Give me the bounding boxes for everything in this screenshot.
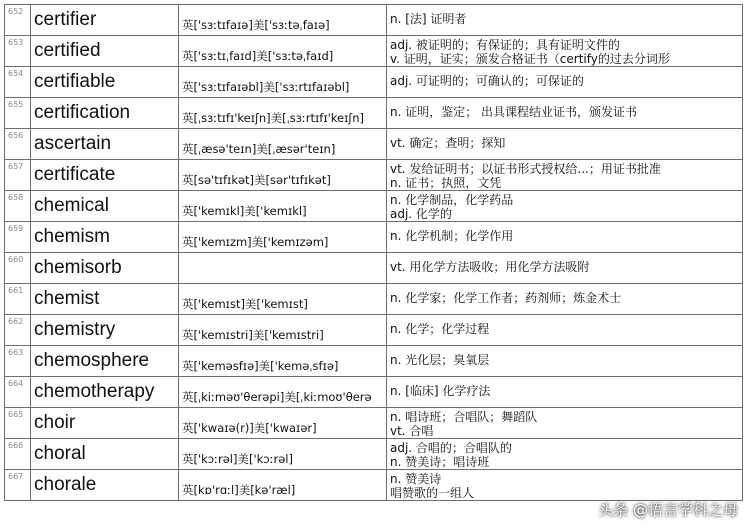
- table-row: [5, 160, 743, 191]
- definition-line: vt. 发给证明书；以证书形式授权给...；用证书批准: [390, 162, 661, 176]
- table-row: [5, 470, 743, 501]
- definition-line: n. 化学机制；化学作用: [390, 229, 514, 243]
- definition-line: vt. 合唱: [390, 423, 434, 438]
- definition: [387, 222, 743, 253]
- pronunciation: [179, 253, 387, 284]
- headword: certifier: [31, 5, 179, 36]
- definition: [387, 315, 743, 346]
- headword: chemotherapy: [31, 377, 179, 408]
- definition: [387, 346, 743, 377]
- pronunciation: 英[ˌæsə'teɪn]美[ˌæsər'teɪn]: [179, 129, 387, 160]
- headword: choral: [31, 439, 179, 470]
- pronunciation: 英['kɔːrəl]美['kɔːrəl]: [179, 439, 387, 470]
- definition: [387, 408, 743, 439]
- pronunciation: 英['sɜːtɪˌfaɪd]美['sɜːtəˌfaɪd]: [179, 36, 387, 67]
- headword: chemism: [31, 222, 179, 253]
- pronunciation: 英['kemɪstri]美['kemɪstri]: [179, 315, 387, 346]
- row-number: 653: [5, 36, 31, 67]
- pronunciation: 英['kemɪst]美['kemɪst]: [179, 284, 387, 315]
- definition: [387, 67, 743, 98]
- headword: certification: [31, 98, 179, 129]
- definition-line: vt. 确定；查明；探知: [390, 136, 506, 150]
- table-row: [5, 408, 743, 439]
- pronunciation: 英['kemɪzm]美['kemɪzəm]: [179, 222, 387, 253]
- table-row: [5, 222, 743, 253]
- table-row: [5, 36, 743, 67]
- row-number: 657: [5, 160, 31, 191]
- headword: choir: [31, 408, 179, 439]
- table-row: [5, 284, 743, 315]
- definition: [387, 5, 743, 36]
- table-row: [5, 253, 743, 284]
- row-number: 658: [5, 191, 31, 222]
- definition-line: adj. 化学的: [390, 206, 452, 221]
- definition-line: n. 化学制品，化学药品: [390, 193, 514, 207]
- definition-line: n. 化学家；化学工作者；药剂师；炼金术士: [390, 291, 622, 305]
- table-row: [5, 315, 743, 346]
- headword: chemist: [31, 284, 179, 315]
- pronunciation: 英['kemɪkl]美['kemɪkl]: [179, 191, 387, 222]
- headword: ascertain: [31, 129, 179, 160]
- table-row: [5, 346, 743, 377]
- definition-line: n. 光化层；臭氧层: [390, 353, 490, 367]
- pronunciation: 英[kɒ'rɑːl]美[kə'ræl]: [179, 470, 387, 501]
- table-row: [5, 439, 743, 470]
- pronunciation: 英[ˌsɜːtɪfɪ'keɪʃn]美[ˌsɜːrtɪfɪ'keɪʃn]: [179, 98, 387, 129]
- row-number: 654: [5, 67, 31, 98]
- definition-line: n. 证书；执照，文凭: [390, 175, 502, 190]
- definition-line: adj. 合唱的；合唱队的: [390, 441, 512, 455]
- row-number: 667: [5, 470, 31, 501]
- row-number: 662: [5, 315, 31, 346]
- table-row: [5, 98, 743, 129]
- definition-line: n. 赞美诗；唱诗班: [390, 454, 490, 469]
- table-row: [5, 191, 743, 222]
- definition-line: n. [法] 证明者: [390, 12, 467, 26]
- row-number: 665: [5, 408, 31, 439]
- headword: certificate: [31, 160, 179, 191]
- headword: chorale: [31, 470, 179, 501]
- row-number: 656: [5, 129, 31, 160]
- definition-line: vt. 用化学方法吸收；用化学方法吸附: [390, 260, 590, 274]
- vocabulary-table: [4, 4, 743, 501]
- row-number: 655: [5, 98, 31, 129]
- headword: chemical: [31, 191, 179, 222]
- headword: chemisorb: [31, 253, 179, 284]
- source-watermark: 头条 @语言学科之母: [598, 501, 738, 519]
- pronunciation: 英[ˌkiːməʊ'θerəpi]美[ˌkiːmoʊ'θerə: [179, 377, 387, 408]
- pronunciation: 英['sɜːtɪfaɪə]美['sɜːtəˌfaɪə]: [179, 5, 387, 36]
- row-number: 652: [5, 5, 31, 36]
- definition-line: 唱赞歌的一组人: [390, 485, 475, 500]
- definition-line: n. 唱诗班；合唱队；舞蹈队: [390, 410, 538, 424]
- pronunciation: 英[sə'tɪfɪkət]美[sər'tɪfɪkət]: [179, 160, 387, 191]
- vocabulary-sheet: [4, 4, 742, 501]
- row-number: 666: [5, 439, 31, 470]
- table-row: [5, 377, 743, 408]
- definition-line: n. 赞美诗: [390, 472, 442, 486]
- definition: [387, 36, 743, 67]
- definition: [387, 470, 743, 501]
- definition-line: v. 证明，证实；颁发合格证书（certify的过去分词形: [390, 51, 670, 66]
- definition-line: n. [临床] 化学疗法: [390, 384, 491, 398]
- table-row: [5, 67, 743, 98]
- definition: [387, 191, 743, 222]
- headword: certified: [31, 36, 179, 67]
- vocabulary-rows: [5, 5, 743, 501]
- definition: [387, 129, 743, 160]
- row-number: 664: [5, 377, 31, 408]
- definition: [387, 284, 743, 315]
- definition: [387, 377, 743, 408]
- pronunciation: 英['sɜːtɪfaɪəbl]美['sɜːrtɪfaɪəbl]: [179, 67, 387, 98]
- definition-line: adj. 被证明的；有保证的；具有证明文件的: [390, 38, 620, 52]
- definition: [387, 253, 743, 284]
- row-number: 661: [5, 284, 31, 315]
- pronunciation: 英['keməsfɪə]美['keməˌsfɪə]: [179, 346, 387, 377]
- table-row: [5, 129, 743, 160]
- definition-line: adj. 可证明的；可确认的；可保证的: [390, 74, 584, 88]
- table-row: [5, 5, 743, 36]
- row-number: 660: [5, 253, 31, 284]
- headword: chemosphere: [31, 346, 179, 377]
- row-number: 663: [5, 346, 31, 377]
- pronunciation: 英['kwaɪə(r)]美['kwaɪər]: [179, 408, 387, 439]
- definition-line: n. 化学；化学过程: [390, 322, 490, 336]
- definition-line: n. 证明，鉴定； 出具课程结业证书，颁发证书: [390, 105, 638, 119]
- headword: chemistry: [31, 315, 179, 346]
- definition: [387, 439, 743, 470]
- definition: [387, 98, 743, 129]
- definition: [387, 160, 743, 191]
- headword: certifiable: [31, 67, 179, 98]
- row-number: 659: [5, 222, 31, 253]
